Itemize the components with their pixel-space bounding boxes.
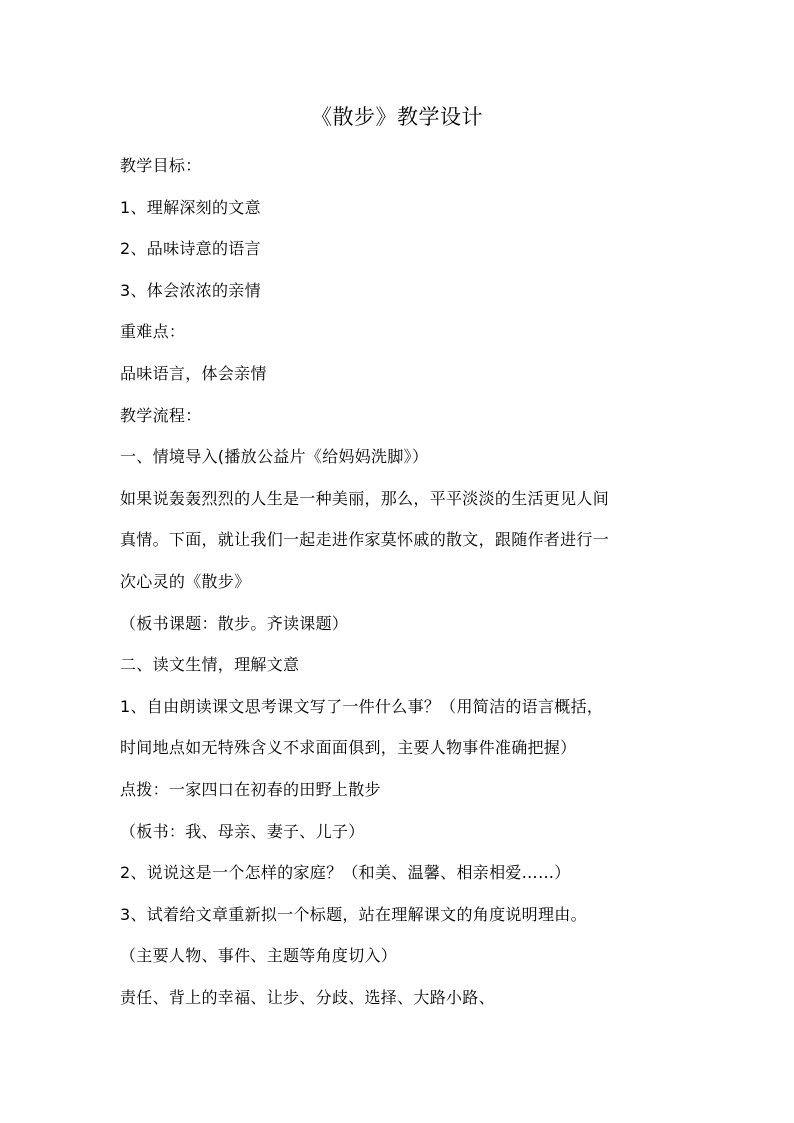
section-heading: 一、情境导入(播放公益片《给妈妈洗脚》） <box>120 447 429 467</box>
blackboard-note: （板书：我、母亲、妻子、儿子） <box>120 821 365 841</box>
blackboard-note: （板书课题：散步。齐读课题） <box>120 613 349 633</box>
paragraph-line: 真情。下面，就让我们一起走进作家莫怀戚的散文，跟随作者进行一 <box>120 530 610 550</box>
paragraph-line: 次心灵的《散步》 <box>120 571 251 591</box>
section-heading: 二、读文生情，理解文意 <box>120 655 300 675</box>
question-line: 时间地点如无特殊含义不求面面俱到，主要人物事件准确把握） <box>120 738 577 758</box>
heading-process: 教学流程： <box>120 405 202 425</box>
objective-item: 3、体会浓浓的亲情 <box>120 280 261 300</box>
objective-item: 2、品味诗意的语言 <box>120 239 261 259</box>
question-line: 3、试着给文章重新拟一个标题，站在理解课文的角度说明理由。 <box>120 904 587 924</box>
heading-objectives: 教学目标： <box>120 156 202 175</box>
question-line: 1、自由朗读课文思考课文写了一件什么事？（用简洁的语言概括， <box>120 696 604 716</box>
document-body <box>120 145 690 1018</box>
objective-item: 1、理解深刻的文意 <box>120 197 261 217</box>
answer-line: 责任、背上的幸福、让步、分歧、选择、大路小路、 <box>120 987 495 1007</box>
heading-key-points: 重难点： <box>120 322 186 342</box>
key-points-text: 品味语言，体会亲情 <box>120 363 267 383</box>
paragraph-line: 如果说轰轰烈烈的人生是一种美丽，那么，平平淡淡的生活更见人间 <box>120 488 610 508</box>
document-title: 《散步》教学设计 <box>311 105 483 129</box>
hint-line: （主要人物、事件、主题等角度切入） <box>120 946 398 966</box>
hint-line: 点拨：一家四口在初春的田野上散步 <box>120 779 381 799</box>
question-line: 2、说说这是一个怎样的家庭？（和美、温馨、相亲相爱……） <box>120 863 571 883</box>
